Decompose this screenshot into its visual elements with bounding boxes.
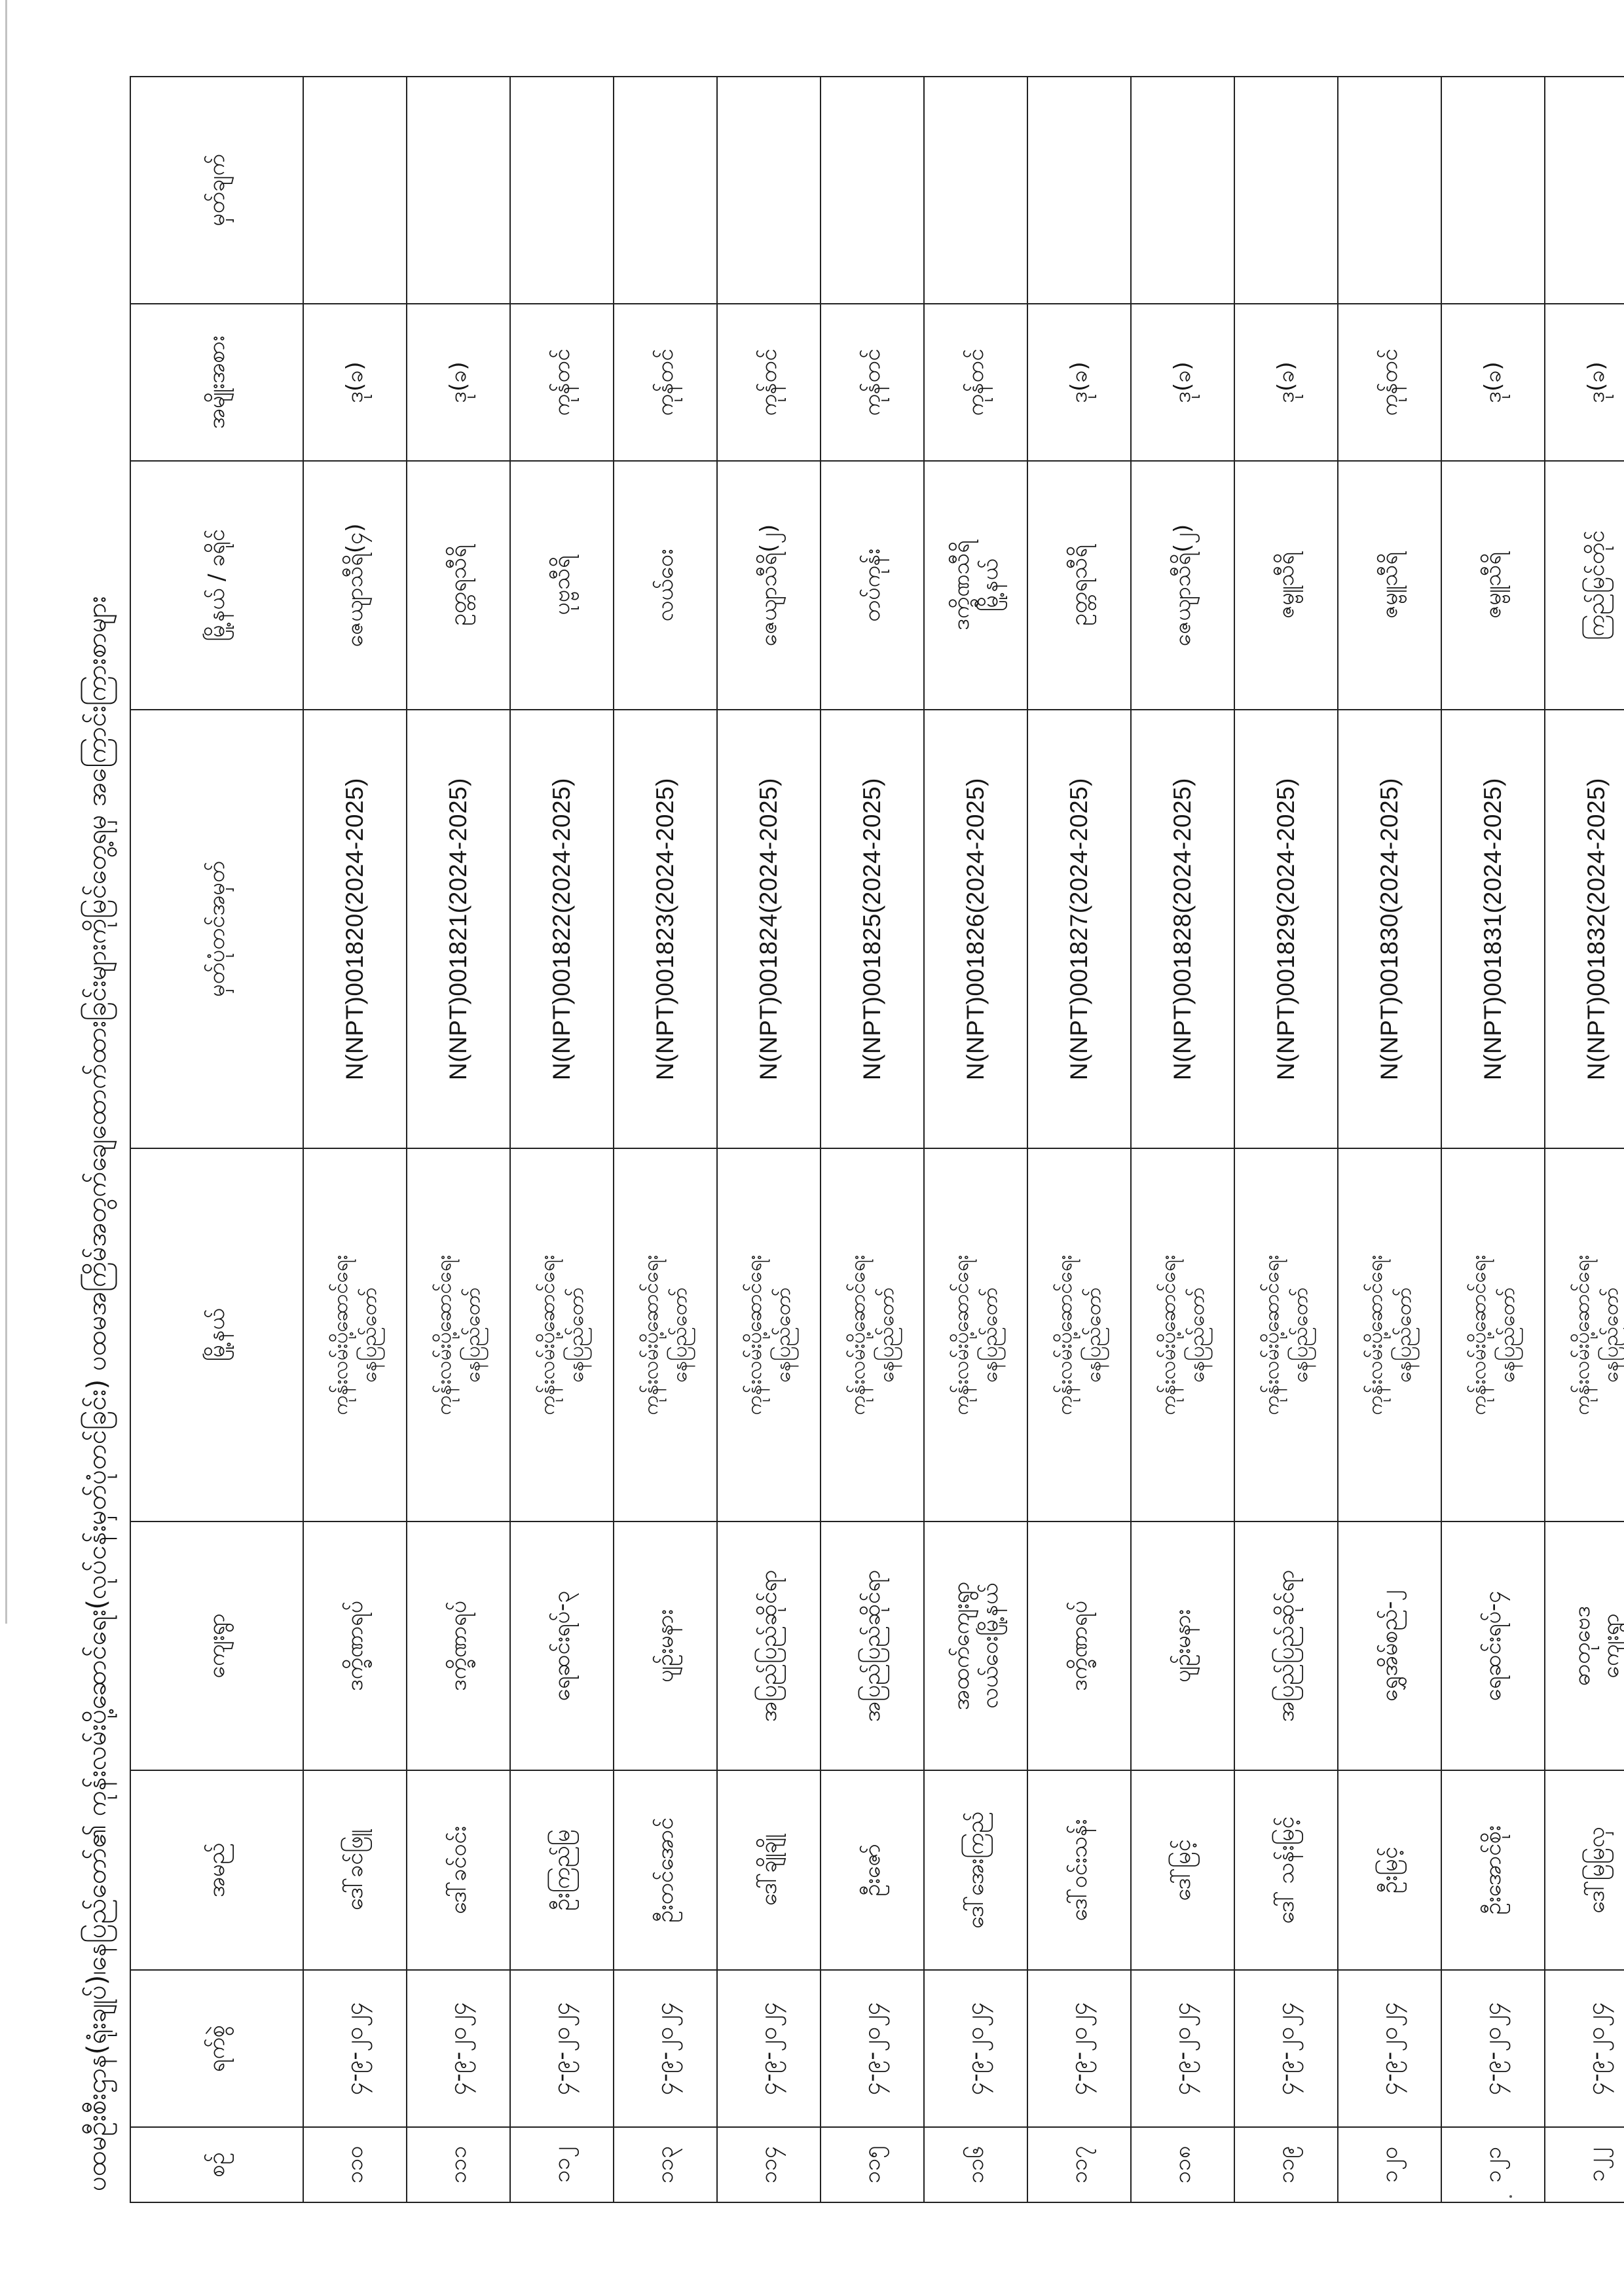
cell-regno: N(NPT)001823(2024-2025) [614,710,717,1148]
cell-village: အပြည်ပြည်ဆိုင်ရာ [821,1522,924,1770]
cell-district: ဇမ္ဗူသီရိ [1234,461,1338,710]
cell-township: ကုန်းလမ်းပို့ဆောင်ရေး နေပြည်တော် [407,1148,510,1522]
table-row [717,77,821,2202]
cell-no: ၁၁၇ [1027,2127,1131,2202]
cell-no: ၁၂၂ [1545,2127,1624,2202]
cell-township: ကုန်းလမ်းပို့ဆောင်ရေး နေပြည်တော် [1027,1148,1131,1522]
cell-regno: N(NPT)001832(2024-2025) [1545,710,1624,1148]
cell-date: ၄-၉-၂၀၂၄ [1545,1970,1624,2127]
cell-name: ဦးမြင့် [1338,1770,1441,1970]
table-row [924,77,1027,2202]
table-row [1131,77,1234,2202]
cell-regno: N(NPT)001821(2024-2025) [407,710,510,1148]
table-row [614,77,717,2202]
cell-date: ၄-၉-၂၀၂၄ [1234,1970,1338,2127]
cell-regno: N(NPT)001827(2024-2025) [1027,710,1131,1148]
cell-no: ၁၁၀ [303,2127,407,2202]
cell-vtype: ကုန်တင် [924,304,1027,461]
cell-date: ၄-၉-၂၀၂၄ [1131,1970,1234,2127]
cell-township: ကုန်းလမ်းပို့ဆောင်ရေး နေပြည်တော် [1338,1148,1441,1522]
cell-regno: N(NPT)001824(2024-2025) [717,710,821,1148]
cell-date: ၄-၉-၂၀၂၄ [1441,1970,1545,2127]
cell-remark [821,77,924,304]
cell-no: ၁၁၄ [717,2127,821,2202]
cell-district: ဥတ္တရသီရိ [407,461,510,710]
header-date: ရက်စွဲ [130,1970,303,2127]
cell-vtype: ကုန်တင် [821,304,924,461]
cell-village: ဒက္ခိဏာရပ် [303,1522,407,1770]
cell-no: ၁၁၃ [614,2127,717,2202]
cell-district: ဥတ္တရသီရိ [1027,461,1131,710]
header-village: ကျေးရွာ [130,1522,303,1770]
table-row [510,77,614,2202]
cell-remark [924,77,1027,304]
cell-name: ဒေါ်မြမြလှ [1545,1770,1624,1970]
cell-district: လယ်ဝေး [614,461,717,710]
header-row [130,77,303,2202]
cell-remark [1234,77,1338,304]
cell-vtype: ကုန်တင် [1338,304,1441,461]
cell-name: ဒေါ်ခင်ဝင်း [407,1770,510,1970]
header-name: အမည် [130,1770,303,1970]
cell-date: ၄-၉-၂၀၂၄ [924,1970,1027,2127]
cell-regno: N(NPT)001826(2024-2025) [924,710,1027,1148]
cell-township: ကုန်းလမ်းပို့ဆောင်ရေး နေပြည်တော် [1441,1148,1545,1522]
cell-remark [614,77,717,304]
cell-township: ကုန်းလမ်းပို့ဆောင်ရေး နေပြည်တော် [924,1148,1027,1522]
cell-date: ၄-၉-၂၀၂၄ [717,1970,821,2127]
cell-district: ဇမ္ဗူသီရိ [1441,461,1545,710]
cell-district: ကြည်မြင်တိုင် [1545,461,1624,710]
table-row [1234,77,1338,2202]
cell-township: ကုန်းလမ်းပို့ဆောင်ရေး နေပြည်တော် [303,1148,407,1522]
cell-date: ၄-၉-၂၀၂၄ [510,1970,614,2127]
header-township: မြို့နယ် [130,1148,303,1522]
cell-remark [407,77,510,304]
cell-township: ကုန်းလမ်းပို့ဆောင်ရေး နေပြည်တော် [1131,1148,1234,1522]
cell-village: ဒက္ခိဏာရပ် [1027,1522,1131,1770]
cell-name: ဒေါ် သန်းမြင့် [1234,1770,1338,1970]
cell-remark [1441,77,1545,304]
table-row [1027,77,1131,2202]
cell-remark [1545,77,1624,304]
cell-vtype: ကုန်တင် [510,304,614,461]
cell-township: ကုန်းလမ်းပို့ဆောင်ရေး နေပြည်တော် [1545,1148,1624,1522]
cell-name: ဦးကြည်မြ [510,1770,614,1970]
cell-regno: N(NPT)001822(2024-2025) [510,710,614,1148]
document-title: ပထမဦးစီးဌာန(ရုံးချုပ်)၊နေပြည်တော်၏ ကုန်းလမ်းပို့ဆောင်ရေး(လုပ်ငန်းမှတ်ပုံတင်ခြင်း) ပထမအကြိမ်အတွက်ချေထောက်ထားခြင်းများကိုမြင်တွေ့ရမှ အကြောင်းကြားစာများ [82,596,112,2191]
header-no: စဉ် [130,2127,303,2202]
table-row [1441,77,1545,2202]
header-regno: မှတ်ပုံတင်အမှတ် [130,710,303,1148]
cell-village: ရေဆင်းရပ်-၄ [1441,1522,1545,1770]
cell-regno: N(NPT)001825(2024-2025) [821,710,924,1148]
cell-remark [1338,77,1441,304]
cell-name: ဒေါ်အေးကြည် [924,1770,1027,1970]
records-table [130,76,1624,2203]
cell-remark [510,77,614,304]
cell-remark [717,77,821,304]
cell-district: ပုဗ္ဗသီရိ [510,461,614,710]
cell-vtype: ဒု(ခ) [1441,304,1545,461]
cell-township: ကုန်းလမ်းပို့ဆောင်ရေး နေပြည်တော် [614,1148,717,1522]
table-row [821,77,924,2202]
cell-vtype: ဒု(ခ) [1545,304,1624,461]
cell-regno: N(NPT)001830(2024-2025) [1338,710,1441,1148]
cell-no: ၁၂၀ [1338,2127,1441,2202]
cell-village: အပြည်ပြည်ဆိုင်ရာ [717,1522,821,1770]
cell-vtype: ဒု(ခ) [303,304,407,461]
cell-regno: N(NPT)001828(2024-2025) [1131,710,1234,1148]
cell-date: ၄-၉-၂၀၂၄ [821,1970,924,2127]
cell-name: ဦးဇော် [821,1770,924,1970]
cell-district: ဒက္ခိဏသီရိ မြို့နယ် [924,461,1027,710]
header-remark: မှတ်ချက် [130,77,303,304]
cell-district: ဇေယျာသီရိ(၄) [303,461,407,710]
cell-no: ၁၁၆ [924,2127,1027,2202]
cell-district: တပ်ကုန်း [821,461,924,710]
cell-remark [1131,77,1234,304]
cell-vtype: ဒု(ခ) [1234,304,1338,461]
cell-vtype: ကုန်တင် [717,304,821,461]
cell-name: ဒေါ်ခင်ဖြူ [303,1770,407,1970]
cell-remark [303,77,407,304]
records-body [303,77,1624,2202]
cell-township: ကုန်းလမ်းပို့ဆောင်ရေး နေပြည်တော် [821,1148,924,1522]
cell-name: ဒေါ်ဝင်းသန်း [1027,1770,1131,1970]
cell-date: ၄-၉-၂၀၂၄ [614,1970,717,2127]
cell-no: ၁၁၂ [510,2127,614,2202]
cell-name: ဦးတင်အောင် [614,1770,717,1970]
cell-village: အပြည်ပြည်ဆိုင်ရာ [1234,1522,1338,1770]
cell-date: ၄-၉-၂၀၂၄ [303,1970,407,2127]
cell-no: ၁၁၈ [1131,2127,1234,2202]
table-row [1545,77,1624,2202]
cell-district: ဇမ္ဗူသီရိ [1338,461,1441,710]
header-district: မြို့နယ် / ခရိုင် [130,461,303,710]
cell-village: ဓာတုဗေဒ ကျေးရွာ [1545,1522,1624,1770]
table-row [1338,77,1441,2202]
cell-township: ကုန်းလမ်းပို့ဆောင်ရေး နေပြည်တော် [510,1148,614,1522]
cell-no: ၁၁၁ [407,2127,510,2202]
cell-village: ပျဉ်းမနား [1131,1522,1234,1770]
cell-name: ဒေါ်ချိုချို [717,1770,821,1970]
cell-vtype: ဒု(ခ) [1027,304,1131,461]
cell-district: ဇေယျာသီရိ(၂) [1131,461,1234,710]
cell-vtype: ဒု(ခ) [407,304,510,461]
header-vtype: အမျိုးအစား [130,304,303,461]
cell-township: ကုန်းလမ်းပို့ဆောင်ရေး နေပြည်တော် [1234,1148,1338,1522]
cell-no: ၁၂၁ [1441,2127,1545,2202]
cell-no: ၁၁၅ [821,2127,924,2202]
cell-regno: N(NPT)001829(2024-2025) [1234,710,1338,1148]
cell-date: ၄-၉-၂၀၂၄ [1338,1970,1441,2127]
cell-regno: N(NPT)001820(2024-2025) [303,710,407,1148]
cell-date: ၄-၉-၂၀၂၄ [1027,1970,1131,2127]
table-row [407,77,510,2202]
cell-village: ရွှေအိမ်စည်-၂ [1338,1522,1441,1770]
cell-name: ဒေါ်မြင့် [1131,1770,1234,1970]
cell-name: ဦးအောင်စိုး [1441,1770,1545,1970]
cell-village: အထက်ကျေးရွာ လယ်ဝေးမြို့နယ် [924,1522,1027,1770]
cell-vtype: ဒု(ခ) [1131,304,1234,461]
cell-regno: N(NPT)001831(2024-2025) [1441,710,1545,1148]
scan-speck [1509,2195,1512,2198]
cell-village: ဒက္ခိဏာရပ် [407,1522,510,1770]
cell-township: ကုန်းလမ်းပို့ဆောင်ရေး နေပြည်တော် [717,1148,821,1522]
cell-date: ၄-၉-၂၀၂၄ [407,1970,510,2127]
table-row [303,77,407,2202]
cell-vtype: ကုန်တင် [614,304,717,461]
cell-district: ဇေယျာသီရိ(၂) [717,461,821,710]
cell-village: ရေဆင်းရပ်-၃ [510,1522,614,1770]
cell-no: ၁၁၉ [1234,2127,1338,2202]
cell-remark [1027,77,1131,304]
cell-village: ပျဉ်းမနား [614,1522,717,1770]
